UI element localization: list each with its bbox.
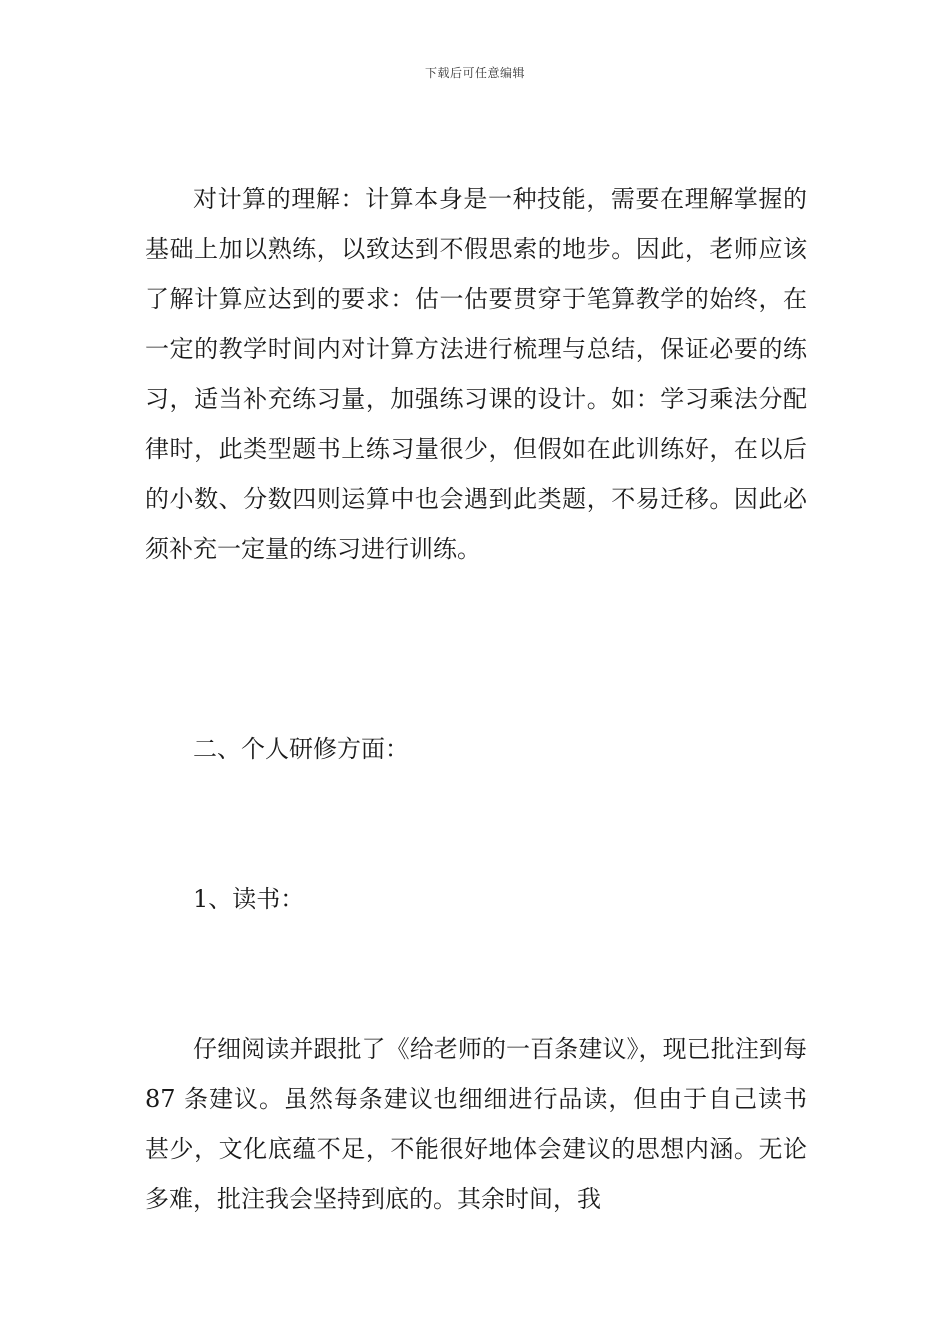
section-heading-personal-study: 二、个人研修方面： — [193, 735, 409, 763]
page-header: 下载后可任意编辑 — [424, 66, 525, 80]
paragraph-reading-notes: 仔细阅读并跟批了《给老师的一百条建议》，现已批注到每 87 条建议。虽然每条建议也细细进行品读，但由于自己读书甚少，文化底蕴不足，不能很好地体会建议的思想内涵。无论多难，批注我会坚持到底的。其余时间，我 — [145, 1035, 807, 1213]
paragraph-calculation-understanding: 对计算的理解：计算本身是一种技能，需要在理解掌握的基础上加以熟练，以致达到不假思索的地步。因此，老师应该了解计算应达到的要求：估一估要贯穿于笔算教学的始终，在一定的教学时间内对计算方法进行梳理与总结，保证必要的练习，适当补充练习量，加强练习课的设计。如：学习乘法分配律时，此类型题书上练习量很少，但假如在此训练好，在以后的小数、分数四则运算中也会遇到此类题，不易迁移。因此必须补充一定量的练习进行训练。 — [145, 185, 807, 563]
subsection-heading-reading: 1、读书： — [193, 885, 305, 913]
